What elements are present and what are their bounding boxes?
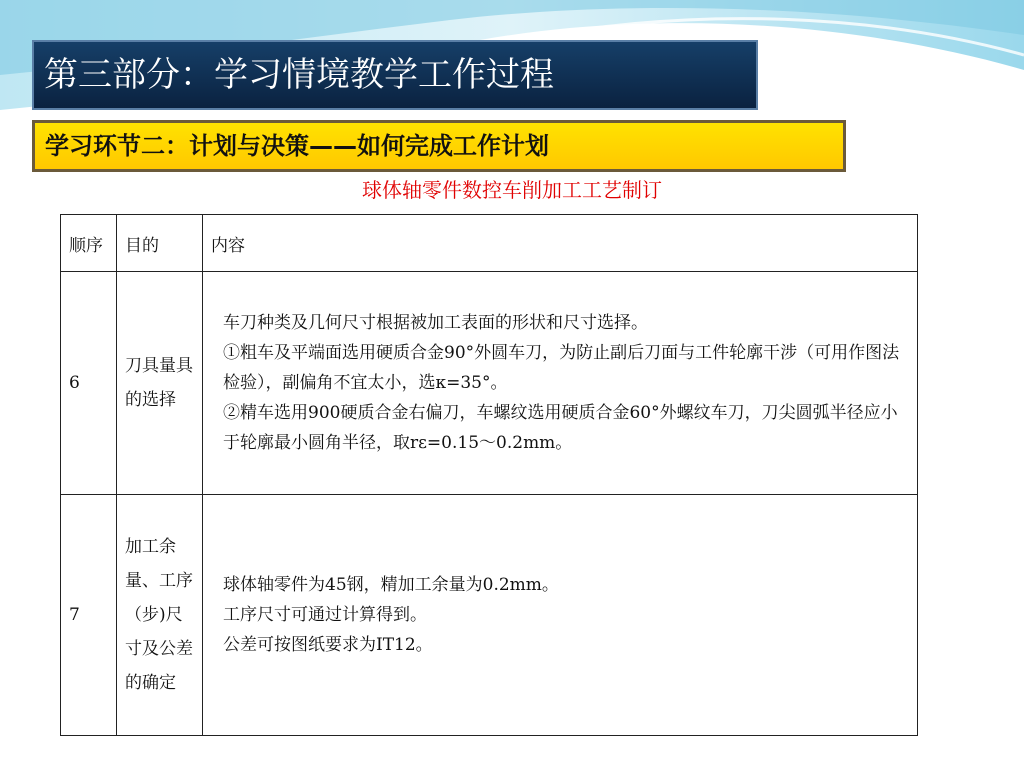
- header-purpose: 目的: [117, 215, 203, 272]
- row-content: [203, 272, 918, 495]
- row-purpose: 刀具量具的选择: [117, 272, 203, 495]
- row-purpose: 加工余量、工序（步)尺寸及公差的确定: [117, 495, 203, 736]
- content-line: 公差可按图纸要求为IT12。: [223, 635, 433, 655]
- header-content: 内容: [203, 215, 918, 272]
- table-header-row: [61, 215, 918, 272]
- process-plan-table: [60, 214, 918, 736]
- table-row: [61, 272, 918, 495]
- row-order: 7: [61, 495, 117, 736]
- section-banner: 学习环节二：计划与决策——如何完成工作计划: [32, 120, 846, 172]
- content-line: 车刀种类及几何尺寸根据被加工表面的形状和尺寸选择。: [223, 313, 648, 333]
- row-content: [203, 495, 918, 736]
- content-line: ①粗车及平端面选用硬质合金90°外圆车刀，为防止副后刀面与工件轮廓干涉（可用作图法检验），副偏角不宜太小，选κ=35°。: [223, 343, 900, 393]
- row-order: 6: [61, 272, 117, 495]
- content-line: 工序尺寸可通过计算得到。: [223, 605, 427, 625]
- main-title: 第三部分：学习情境教学工作过程: [32, 40, 758, 110]
- document-title: 球体轴零件数控车削加工工艺制订: [362, 178, 662, 202]
- content-line: 球体轴零件为45钢，精加工余量为0.2mm。: [223, 575, 559, 595]
- content-line: ②精车选用900硬质合金右偏刀，车螺纹选用硬质合金60°外螺纹车刀，刀尖圆弧半径应小于轮廓最小圆角半径，取rε=0.15～0.2mm。: [223, 403, 898, 453]
- table-row: [61, 495, 918, 736]
- header-order: 顺序: [61, 215, 117, 272]
